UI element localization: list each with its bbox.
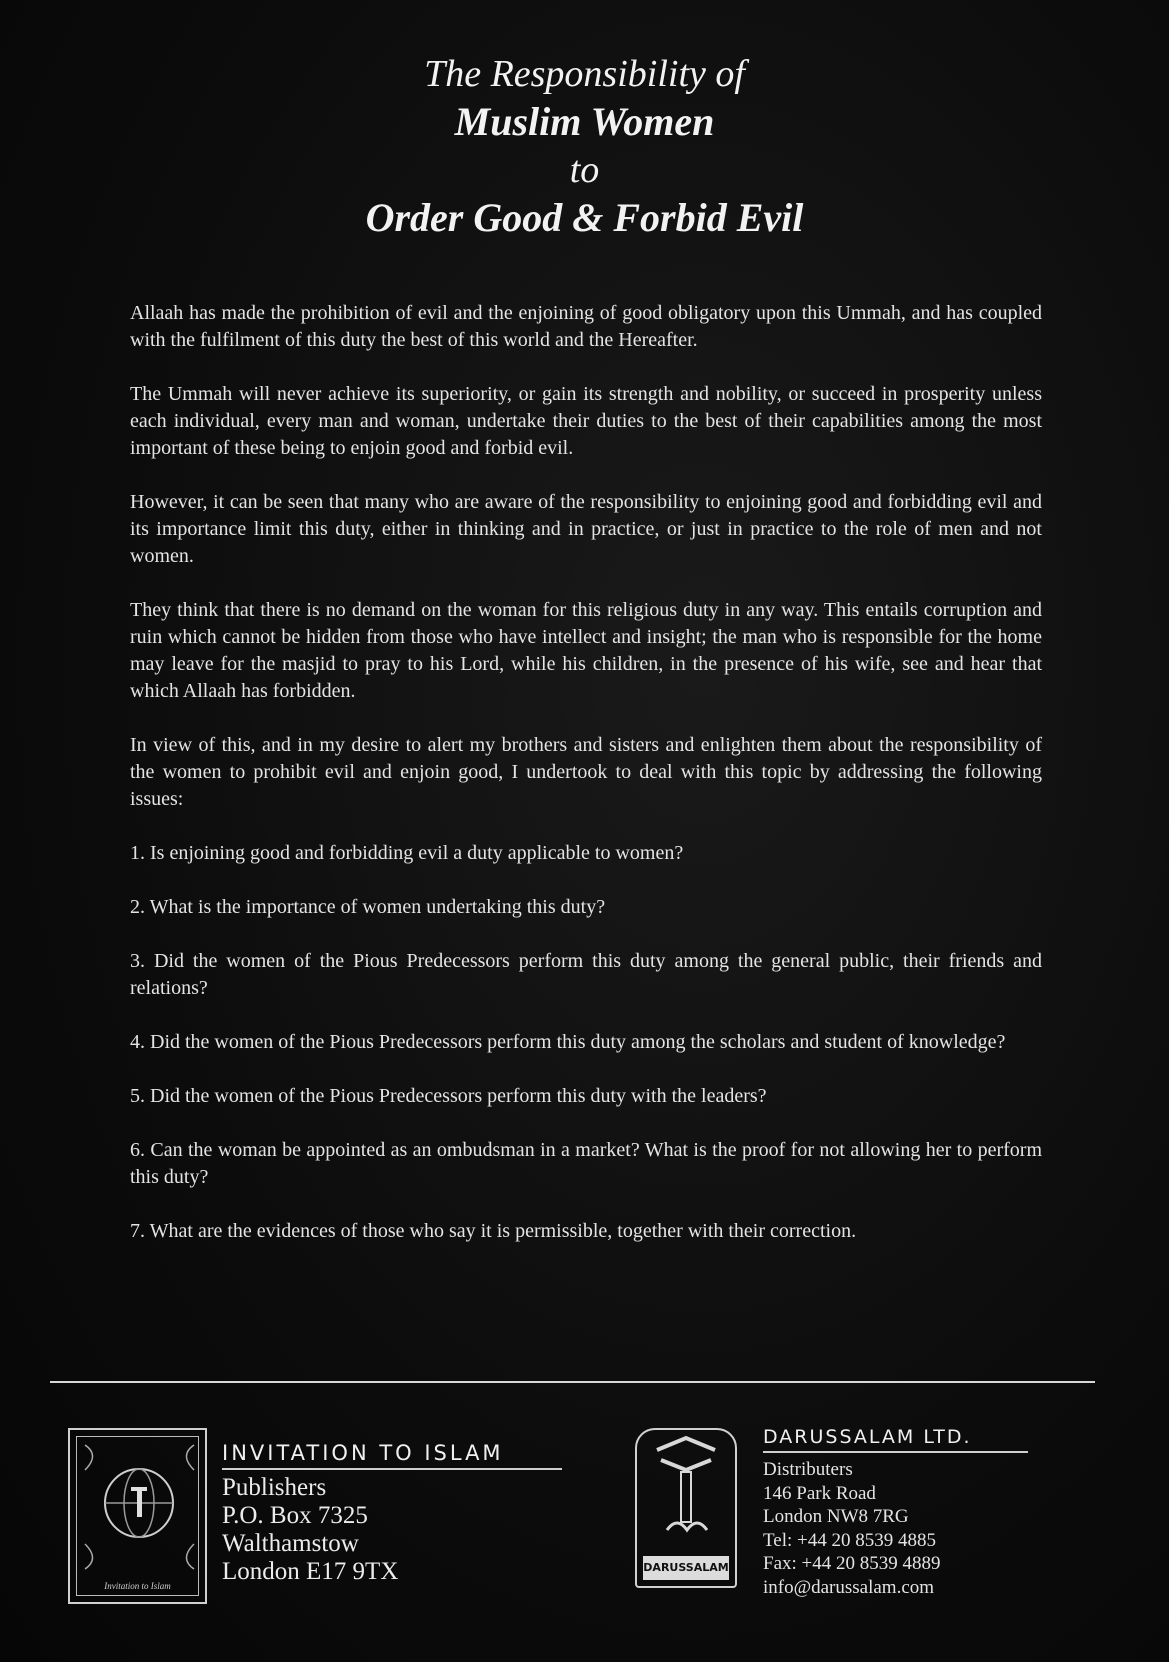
title-line-3: to <box>569 149 600 191</box>
logo-border <box>76 1436 199 1596</box>
distributor-email: info@darussalam.com <box>763 1576 935 1598</box>
issue-item: 5. Did the women of the Pious Predecessors perform this duty with the leaders? <box>130 1085 767 1107</box>
darussalam-logo <box>635 1428 737 1588</box>
globe-icon <box>77 1437 202 1577</box>
paragraph: In view of this, and in my desire to alert my brothers and sisters and enlighten them about the responsibility of the women to prohibit evil and enjoin good, I undertook to deal with this topic by addressing the following issues: <box>130 734 1042 810</box>
invitation-to-islam-logo <box>68 1428 207 1604</box>
distributor-line: London NW8 7RG <box>763 1506 909 1527</box>
publisher-line: Publishers <box>222 1474 327 1501</box>
title-line-1: The Responsibility of <box>424 53 745 95</box>
distributor-phone: Tel: +44 20 8539 4885 <box>763 1529 936 1551</box>
distributor-fax: Fax: +44 20 8539 4889 <box>763 1553 941 1574</box>
paragraph: They think that there is no demand on the woman for this religious duty in any way. This entails corruption and ruin which cannot be hidden from those who have intellect and insight; the man who is responsible for the home may leave for the masjid to pray to his Lord, while his children, in the presence of his wife, see and hear that which Allaah has forbidden. <box>130 599 1042 702</box>
distributor-line: 146 Park Road <box>763 1482 876 1504</box>
distributor-line: Distributers <box>763 1459 853 1480</box>
paragraph: Allaah has made the prohibition of evil and the enjoining of good obligatory upon this Ummah, and has coupled with the fulfilment of this duty the best of this world and the Hereafter. <box>130 302 1042 351</box>
publisher-line: Walthamstow <box>222 1530 359 1557</box>
publisher-address <box>222 1474 398 1586</box>
publisher-line: P.O. Box 7325 <box>222 1502 368 1529</box>
issue-item: 4. Did the women of the Pious Predecessors perform this duty among the scholars and student of knowledge? <box>130 1031 1006 1053</box>
distributor-heading: DARUSSALAM LTD. <box>763 1426 1028 1453</box>
paragraph: However, it can be seen that many who are aware of the responsibility to enjoining good and forbidding evil and its importance limit this duty, either in thinking and in practice, or just in practice to the role of men and not women. <box>130 491 1042 567</box>
distributor-contact <box>763 1458 941 1599</box>
title-line-4: Order Good & Forbid Evil <box>365 195 804 240</box>
book-title <box>0 50 1169 242</box>
divider <box>50 1381 1095 1383</box>
paragraph: The Ummah will never achieve its superiority, or gain its strength and nobility, or succeed in prosperity unless each individual, every man and woman, undertake their duties to the best of their capabilities among the most important of these being to enjoin good and forbid evil. <box>130 383 1042 459</box>
darussalam-label: DARUSSALAM <box>643 1556 729 1580</box>
issue-item: 2. What is the importance of women undertaking this duty? <box>130 896 606 918</box>
issue-item: 6. Can the woman be appointed as an ombudsman in a market? What is the proof for not allowing her to perform this duty? <box>130 1139 1042 1188</box>
issue-item: 1. Is enjoining good and forbidding evil a duty applicable to women? <box>130 842 684 864</box>
issue-item: 7. What are the evidences of those who say it is permissible, together with their correction. <box>130 1220 857 1242</box>
publisher-heading: INVITATION TO ISLAM <box>222 1441 562 1470</box>
publisher-line: London E17 9TX <box>222 1558 399 1585</box>
blurb <box>130 300 1042 1272</box>
title-line-2: Muslim Women <box>454 99 715 144</box>
issue-item: 3. Did the women of the Pious Predecessors perform this duty among the general public, their friends and relations? <box>130 950 1042 999</box>
logo-caption: Invitation to Islam <box>104 1581 171 1591</box>
book-emblem-icon <box>637 1430 735 1550</box>
